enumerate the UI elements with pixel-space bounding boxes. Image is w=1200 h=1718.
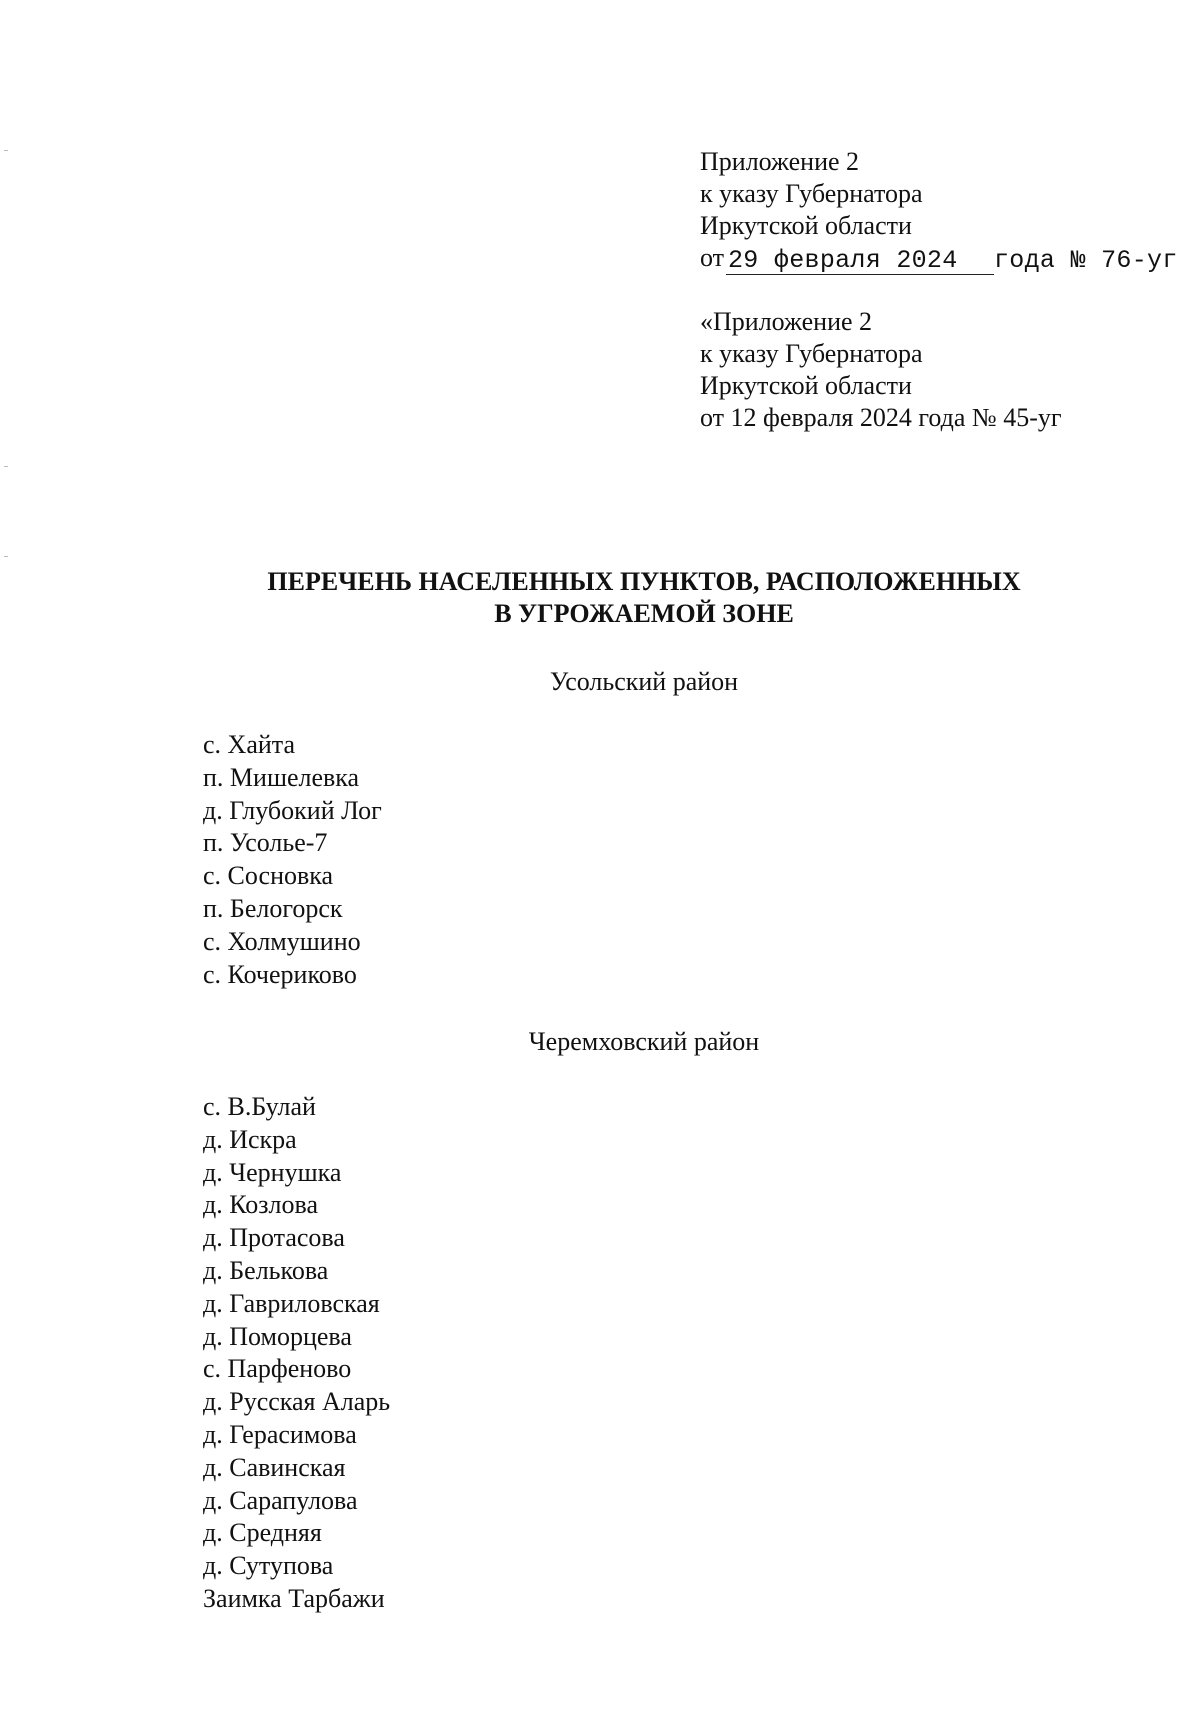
appendix-current-line-1: Приложение 2 xyxy=(700,147,860,176)
settlement-item: д. Белькова xyxy=(203,1255,329,1285)
document-title xyxy=(0,566,1200,630)
settlement-list-usolsky xyxy=(203,729,382,991)
scan-edge-mark xyxy=(4,150,8,151)
district-heading-cheremkhovsky: Черемховский район xyxy=(528,1027,760,1056)
date-filled-value: 29 февраля 2024 xyxy=(728,246,958,275)
settlement-item: д. Сутупова xyxy=(203,1551,334,1581)
settlement-item: д. Герасимова xyxy=(203,1419,357,1449)
document-title-line-1: ПЕРЕЧЕНЬ НАСЕЛЕННЫХ ПУНКТОВ, РАСПОЛОЖЕННЫХ xyxy=(267,567,1021,596)
appendix-original-line-2: к указу Губернатора xyxy=(700,339,923,368)
settlement-item: п. Усолье-7 xyxy=(203,828,328,858)
appendix-original-line-3: Иркутской области xyxy=(700,371,912,400)
settlement-item: Заимка Тарбажи xyxy=(203,1583,385,1613)
settlement-item: д. Поморцева xyxy=(203,1321,352,1351)
settlement-list-cheremkhovsky xyxy=(203,1091,390,1616)
scan-edge-mark xyxy=(4,556,8,557)
appendix-current-header xyxy=(700,146,1178,276)
settlement-item: с. Холмушино xyxy=(203,926,361,956)
settlement-item: д. Сарапулова xyxy=(203,1485,358,1515)
settlement-item: д. Глубокий Лог xyxy=(203,795,382,825)
settlement-item: д. Русская Аларь xyxy=(203,1387,391,1417)
appendix-original-line-1: «Приложение 2 xyxy=(700,307,873,336)
appendix-original-header xyxy=(700,306,1062,434)
settlement-item: д. Козлова xyxy=(203,1190,318,1220)
settlement-item: д. Протасова xyxy=(203,1223,345,1253)
settlement-item: с. Хайта xyxy=(203,730,295,759)
scan-edge-mark xyxy=(4,466,8,467)
appendix-current-line-3: Иркутской области xyxy=(700,211,912,240)
settlement-item: д. Средняя xyxy=(203,1518,322,1548)
settlement-item: д. Чернушка xyxy=(203,1157,342,1187)
settlement-item: п. Мишелевка xyxy=(203,762,360,792)
settlement-item: с. В.Булай xyxy=(203,1092,316,1121)
settlement-item: с. Кочериково xyxy=(203,959,357,989)
appendix-current-line-2: к указу Губернатора xyxy=(700,179,923,208)
appendix-current-date-line xyxy=(700,242,1178,276)
settlement-item: д. Искра xyxy=(203,1124,297,1154)
date-underline xyxy=(726,274,994,275)
appendix-original-line-4: от 12 февраля 2024 года № 45-уг xyxy=(700,403,1062,432)
settlement-item: с. Парфеново xyxy=(203,1354,352,1384)
settlement-item: д. Савинская xyxy=(203,1452,346,1482)
settlement-item: д. Гавриловская xyxy=(203,1288,380,1318)
document-number: года № 76-уг xyxy=(994,246,1178,275)
date-prefix: от xyxy=(700,243,725,272)
settlement-item: с. Сосновка xyxy=(203,861,334,891)
district-heading-usolsky: Усольский район xyxy=(549,667,739,696)
settlement-item: п. Белогорск xyxy=(203,893,343,923)
document-title-line-2: В УГРОЖАЕМОЙ ЗОНЕ xyxy=(494,599,794,628)
